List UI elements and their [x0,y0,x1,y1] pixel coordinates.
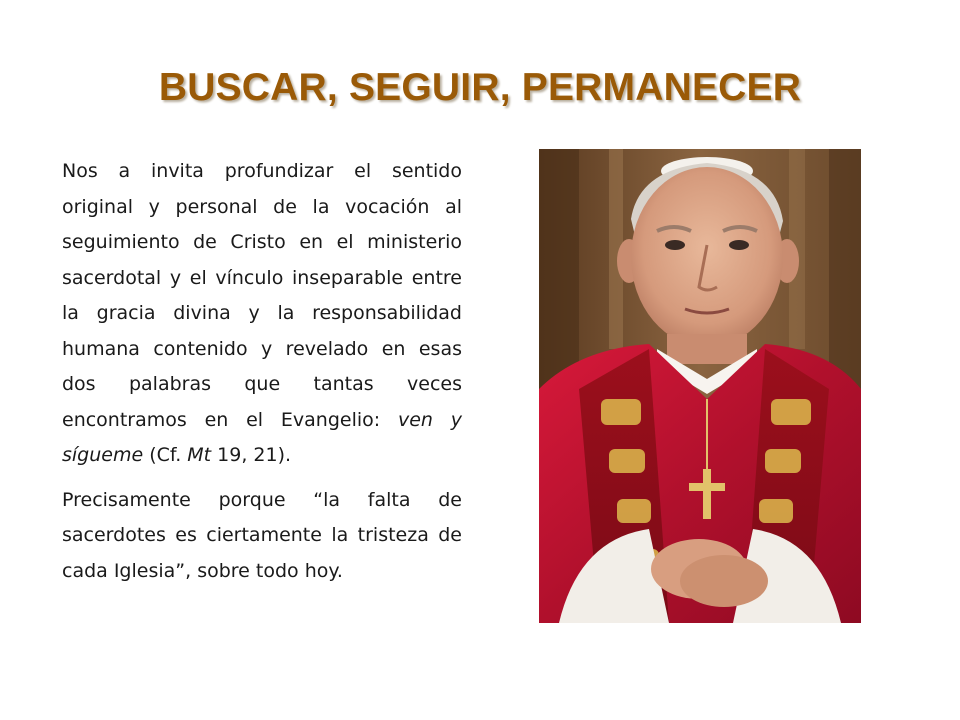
paragraph-1 [62,154,462,474]
paragraph-1-text-a: Nos a invita profundizar el sentido original y personal de la vocación al seguimiento de Cristo en el ministerio sacerdotal y el vínculo inseparable entre la gracia divina y la responsabilidad humana contenido y revelado en esas dos palabras que tantas veces encontramos en el Evangelio: [62,160,462,431]
body-text [62,154,462,598]
citation-book: Mt [187,444,212,466]
paragraph-2: Precisamente porque “la falta de sacerdotes es ciertamente la tristeza de cada Iglesia”, sobre todo hoy. [62,488,462,582]
quote-ven-y-sigueme: ven y sígueme [62,408,462,466]
portrait-photo [539,149,861,623]
slide-title: BUSCAR, SEGUIR, PERMANECER [158,66,802,109]
paragraph-1-text-c: 19, 21). [211,444,292,466]
paragraph-1-text-b: (Cf. [143,444,188,466]
